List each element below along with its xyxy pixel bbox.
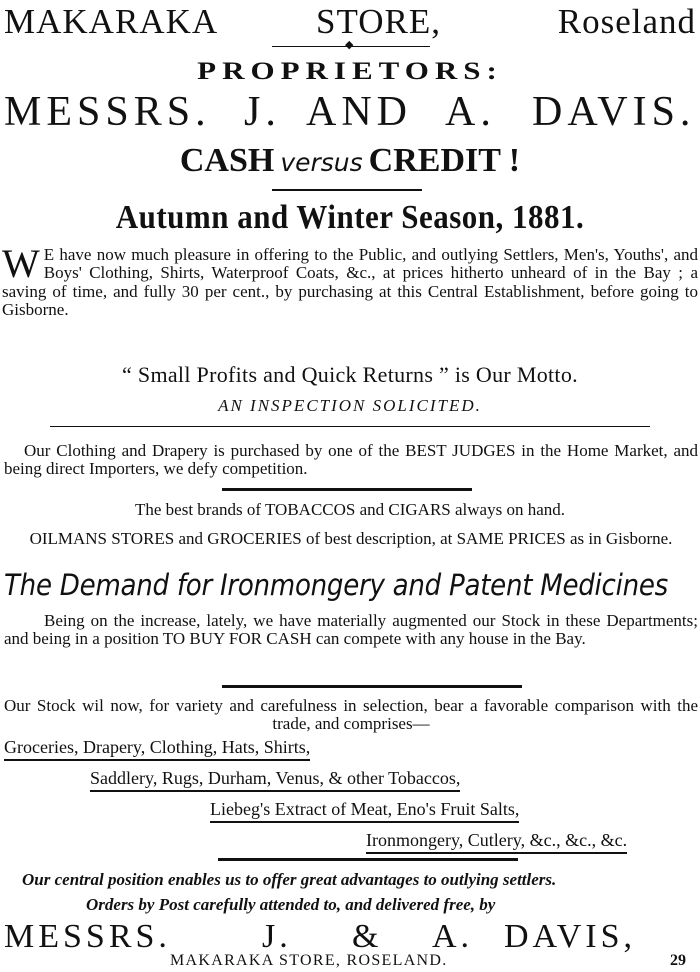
diamond-ornament-icon: ◆: [345, 39, 354, 51]
divider-rule: [222, 488, 472, 491]
footer-name-word: J.: [262, 918, 292, 955]
store-name-word: STORE,: [316, 2, 441, 41]
credit-word: CREDIT !: [368, 142, 521, 179]
oilmans-paragraph: OILMANS STORES and GROCERIES of best description, at SAME PRICES as in Gisborne.: [29, 529, 673, 548]
cash-versus-credit: [0, 142, 700, 180]
footer-name-word: A.: [432, 918, 474, 955]
clothing-paragraph: Our Clothing and Drapery is purchased by one of the BEST JUDGES in the Home Market, and being direct Importers, we defy competition.: [4, 441, 698, 479]
closing-line-2: Orders by Post carefully attended to, and delivered free, by: [86, 895, 496, 914]
store-name-word: MAKARAKA: [4, 2, 219, 41]
tobacco-line: The best brands of TOBACCOS and CIGARS always on hand.: [134, 500, 565, 519]
stock-line: Saddlery, Rugs, Durham, Venus, & other Tobaccos,: [90, 768, 460, 792]
divider-rule: [272, 189, 422, 191]
stock-line: Liebeg's Extract of Meat, Eno's Fruit Salts,: [210, 799, 519, 823]
footer-name-word: DAVIS,: [504, 918, 637, 955]
demand-heading: The Demand for Ironmongery and Patent Medicines: [4, 568, 668, 602]
versus-word: versus: [280, 148, 363, 177]
inspection-solicited: AN INSPECTION SOLICITED.: [218, 396, 482, 415]
store-location: Roseland: [557, 2, 696, 41]
motto: “ Small Profits and Quick Returns ” is Our Motto.: [122, 362, 578, 387]
cash-word: CASH: [179, 142, 275, 179]
intro-paragraph: [2, 241, 698, 320]
divider-rule: [218, 858, 518, 861]
stock-line: Ironmongery, Cutlery, &c., &c., &c.: [366, 830, 627, 854]
footer-name-word: &: [352, 918, 383, 955]
footer-address: MAKARAKA STORE, ROSELAND.: [170, 952, 448, 969]
drop-cap: W: [2, 241, 40, 286]
page-number: 29: [670, 952, 686, 969]
store-name-line: [4, 2, 696, 42]
proprietor-word: AND: [306, 89, 412, 135]
divider-rule: [222, 685, 522, 688]
intro-text: E have now much pleasure in offering to the Public, and outlying Settlers, Men's, Youths', and Boys' Clothing, Shirts, Waterproof Coats, &c., at prices hitherto unheard of in the Bay ; a saving of time, and fully 30 per cent., by purchasing at this Central Establishment, before going to Gisborne.: [2, 245, 698, 320]
proprietor-word: MESSRS.: [4, 89, 211, 135]
stock-paragraph: Our Stock wil now, for variety and carefulness in selection, bear a favorable comparison with the trade, and comprises—: [4, 696, 698, 734]
ironmongery-paragraph: Being on the increase, lately, we have materially augmented our Stock in these Departments; and being in a position TO BUY FOR CASH can compete with any house in the Bay.: [4, 611, 698, 649]
season-heading: Autumn and Winter Season, 1881.: [115, 197, 585, 236]
stock-line: Groceries, Drapery, Clothing, Hats, Shirts,: [4, 737, 310, 761]
proprietor-word: J.: [244, 89, 281, 135]
divider-rule: [50, 426, 650, 427]
proprietors-label: PROPRIETORS:: [197, 56, 503, 85]
closing-line-1: Our central position enables us to offer great advantages to outlying settlers.: [22, 870, 557, 889]
footer-name-word: MESSRS.: [4, 918, 171, 955]
proprietor-word: A.: [445, 89, 496, 135]
proprietor-word: DAVIS.: [532, 89, 696, 135]
